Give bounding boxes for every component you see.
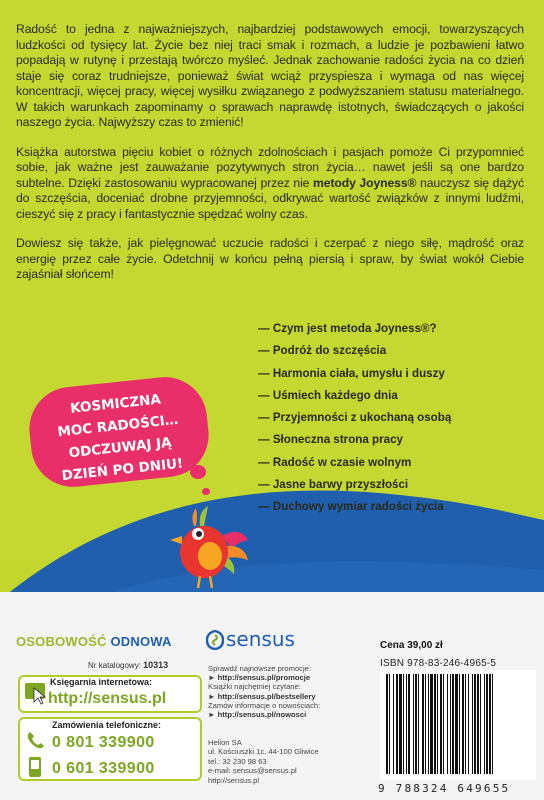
sensus-logo-icon <box>206 630 224 650</box>
chapter-item: — Radość w czasie wolnym <box>258 455 412 469</box>
catalog-number: Nr katalogowy: 10313 <box>88 660 169 670</box>
description-text <box>16 22 524 297</box>
chapter-item: — Uśmiech każdego dnia <box>258 388 398 402</box>
promo-info: Sprawdź najnowsze promocje: ► http://sensus.pl/promocje Książki najchętniej czytane: ► http://sensus.pl/bestsellery Zamów informacje o nowościach: ► http://sensus.pl/nowosci <box>208 664 321 720</box>
series-logo: OSOBOWOŚĆ ODNOWA <box>16 634 172 649</box>
web-store-label: Księgarnia internetowa: <box>50 677 153 687</box>
news-link[interactable]: ► http://sensus.pl/nowosci <box>208 710 307 720</box>
description-paragraph-2: Książka autorstwa pięciu kobiet o różnych zdolnościach i pasjach pomoże Ci przypomnieć sobie, jak ważne jest zauważanie pozytywnych stron życia… nawet jeśli są one bardzo subtelne. Dzięki zastosowaniu wypracowanej przez nie metody Joyness® nauczysz się dążyć do szczęścia, doceniać drobne przyjemności, odkrywać wartość związków z innymi ludźmi, cieszyć się z pracy i fantastycznie spędzać wolny czas. <box>16 144 524 221</box>
web-store-url[interactable]: http://sensus.pl <box>48 690 167 707</box>
phone-icon <box>26 730 46 750</box>
chapter-list <box>258 321 508 522</box>
promo-link[interactable]: ► http://sensus.pl/promocje <box>208 673 311 683</box>
phone-order-label: Zamówienia telefoniczne: <box>52 720 162 730</box>
method-name: metody Joyness® <box>313 175 417 190</box>
bubble-text: KOSMICZNA MOC RADOŚCI… ODCZUWAJ JĄ DZIEŃ PO DNIU! <box>56 391 184 485</box>
phone-number-landline[interactable]: 0 801 339900 <box>52 734 155 751</box>
chapter-item: — Słoneczna strona pracy <box>258 433 403 447</box>
chapter-item: — Przyjemności z ukochaną osobą <box>258 411 452 425</box>
cursor-icon <box>24 682 46 706</box>
chapter-item: — Harmonia ciała, umysłu i duszy <box>258 366 445 380</box>
description-paragraph-1: Radość to jedna z najważniejszych, najbardziej podstawowych emocji, towarzyszących ludzkości od tysięcy lat. Życie bez niej traci smak i rozmach, a ludzie je pozbawieni łatwo popadają w rutynę i przestają twórczo myśleć. Jednak zachowanie radości życia na co dzień staje się coraz trudniejsze, ponieważ świat wciąż przyspiesza i wymaga od nas więcej koncentracji, więcej pracy, więcej wysiłku związanego z podwyższaniem statusu materialnego. W takich warunkach zapominamy o sprawach naprawdę istotnych, świadczących o jakości naszego życia. Najwyższy czas to zmienić! <box>16 22 524 129</box>
chapter-item: — Podróż do szczęścia <box>258 344 387 358</box>
mobile-phone-icon <box>28 756 42 778</box>
chapter-item: — Czym jest metoda Joyness®? <box>258 322 437 335</box>
bestseller-link[interactable]: ► http://sensus.pl/bestsellery <box>208 691 316 701</box>
publisher-logo: sensus <box>226 627 295 651</box>
chapter-item: — Duchowy wymiar radości życia <box>258 500 444 514</box>
phone-number-mobile[interactable]: 0 601 339900 <box>52 760 155 777</box>
description-paragraph-3: Dowiesz się także, jak pielęgnować uczucie radości i czerpać z niego siłę, mądrość oraz energię przez całe życie. Odetchnij w końcu pełną piersią i spraw, by świat wokół Ciebie zajaśniał słońcem! <box>16 236 524 281</box>
isbn-label: ISBN 978-83-246-4965-5 <box>380 658 497 669</box>
price-label: Cena 39,00 zł <box>380 640 443 651</box>
barcode <box>380 670 536 780</box>
barcode-number: 9 788324 649655 <box>378 782 511 795</box>
chapter-item: — Jasne barwy przyszłości <box>258 478 409 492</box>
bubble-dot-small <box>202 488 210 495</box>
publisher-address: Helion SA ul. Kościuszki 1c, 44-100 Gliwice tel.: 32 230 98 63 e-mail: sensus@sensus.pl http://sensus.pl <box>208 738 319 785</box>
bird-illustration <box>164 496 254 588</box>
